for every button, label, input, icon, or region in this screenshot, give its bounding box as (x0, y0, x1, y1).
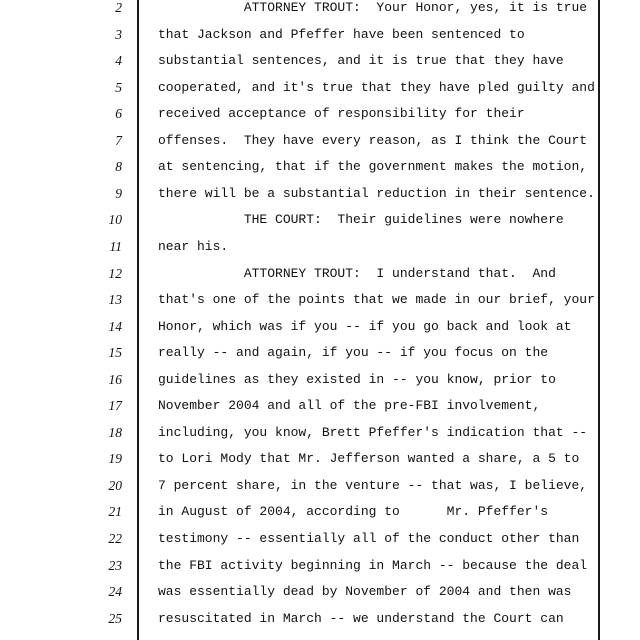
line-number: 11 (109, 238, 122, 254)
line-text: near his. (158, 238, 229, 254)
line-number: 4 (115, 53, 122, 69)
line-text: including, you know, Brett Pfeffer's indication that -- (158, 424, 588, 440)
line-number: 3 (115, 26, 122, 42)
line-text: offenses. They have every reason, as I think the Court (158, 132, 588, 148)
line-number: 23 (108, 557, 122, 573)
transcript-line (0, 159, 640, 186)
line-text: 7 percent share, in the venture -- that was, I believe, (158, 477, 588, 493)
transcript-line (0, 345, 640, 372)
line-text: really -- and again, if you -- if you focus on the (158, 345, 549, 361)
transcript-line (0, 611, 640, 638)
line-number: 9 (115, 185, 122, 201)
transcript-line (0, 0, 640, 27)
transcript-line (0, 239, 640, 266)
line-number: 19 (108, 451, 122, 467)
line-number: 5 (115, 79, 122, 95)
transcript-line (0, 478, 640, 505)
line-text: guidelines as they existed in -- you know, prior to (158, 371, 556, 387)
line-number: 7 (115, 132, 122, 148)
line-text: substantial sentences, and it is true that they have (158, 53, 564, 69)
transcript-line (0, 292, 640, 319)
line-number: 22 (108, 531, 122, 546)
transcript-line (0, 504, 640, 531)
transcript-line (0, 319, 640, 346)
line-text: ATTORNEY TROUT: I understand that. And (158, 265, 556, 281)
transcript-line (0, 80, 640, 107)
line-number: 17 (108, 398, 122, 414)
line-text: that's one of the points that we made in our brief, your (158, 292, 595, 308)
line-number: 20 (108, 477, 122, 493)
line-text: the FBI activity beginning in March -- because the deal (158, 557, 588, 573)
transcript-line (0, 398, 640, 425)
line-text: at sentencing, that if the government makes the motion, (158, 159, 588, 175)
line-text: November 2004 and all of the pre-FBI involvement, (158, 398, 541, 414)
line-number: 16 (108, 371, 122, 387)
line-number: 21 (108, 504, 122, 520)
line-number: 15 (108, 345, 122, 361)
line-text: was essentially dead by November of 2004 and then was (158, 584, 572, 600)
transcript-line (0, 133, 640, 160)
line-number: 24 (108, 584, 122, 600)
transcript-line (0, 558, 640, 585)
line-number: 10 (108, 212, 122, 228)
line-text: to Lori Mody that Mr. Jefferson wanted a share, a 5 to (158, 451, 580, 467)
transcript-line (0, 531, 640, 558)
line-number: 6 (115, 106, 122, 122)
line-text: received acceptance of responsibility for their (158, 106, 525, 122)
transcript-line (0, 451, 640, 478)
line-text: in August of 2004, according to Mr. Pfeffer's (158, 504, 549, 520)
transcript-line (0, 425, 640, 452)
line-text: cooperated, and it's true that they have pled guilty and (158, 79, 595, 95)
line-number: 18 (108, 424, 122, 440)
transcript-line (0, 27, 640, 54)
line-number: 2 (115, 0, 122, 15)
line-text: testimony -- essentially all of the conduct other than (158, 531, 580, 546)
line-text: THE COURT: Their guidelines were nowhere (158, 212, 564, 228)
line-number: 13 (108, 292, 122, 308)
line-text: ATTORNEY TROUT: Your Honor, yes, it is true (158, 0, 588, 15)
transcript-line (0, 186, 640, 213)
line-text: Honor, which was if you -- if you go back and look at (158, 318, 572, 334)
transcript-line (0, 212, 640, 239)
transcript-line (0, 372, 640, 399)
transcript-line (0, 584, 640, 611)
line-number: 12 (108, 265, 122, 281)
line-number: 25 (108, 610, 122, 626)
line-text: resuscitated in March -- we understand the Court can (158, 610, 564, 626)
line-text: that Jackson and Pfeffer have been sentenced to (158, 26, 525, 42)
line-number: 14 (108, 318, 122, 334)
transcript-line (0, 53, 640, 80)
line-number: 8 (115, 159, 122, 175)
line-text: there will be a substantial reduction in their sentence. (158, 185, 595, 201)
transcript-line (0, 106, 640, 133)
transcript-line (0, 266, 640, 293)
